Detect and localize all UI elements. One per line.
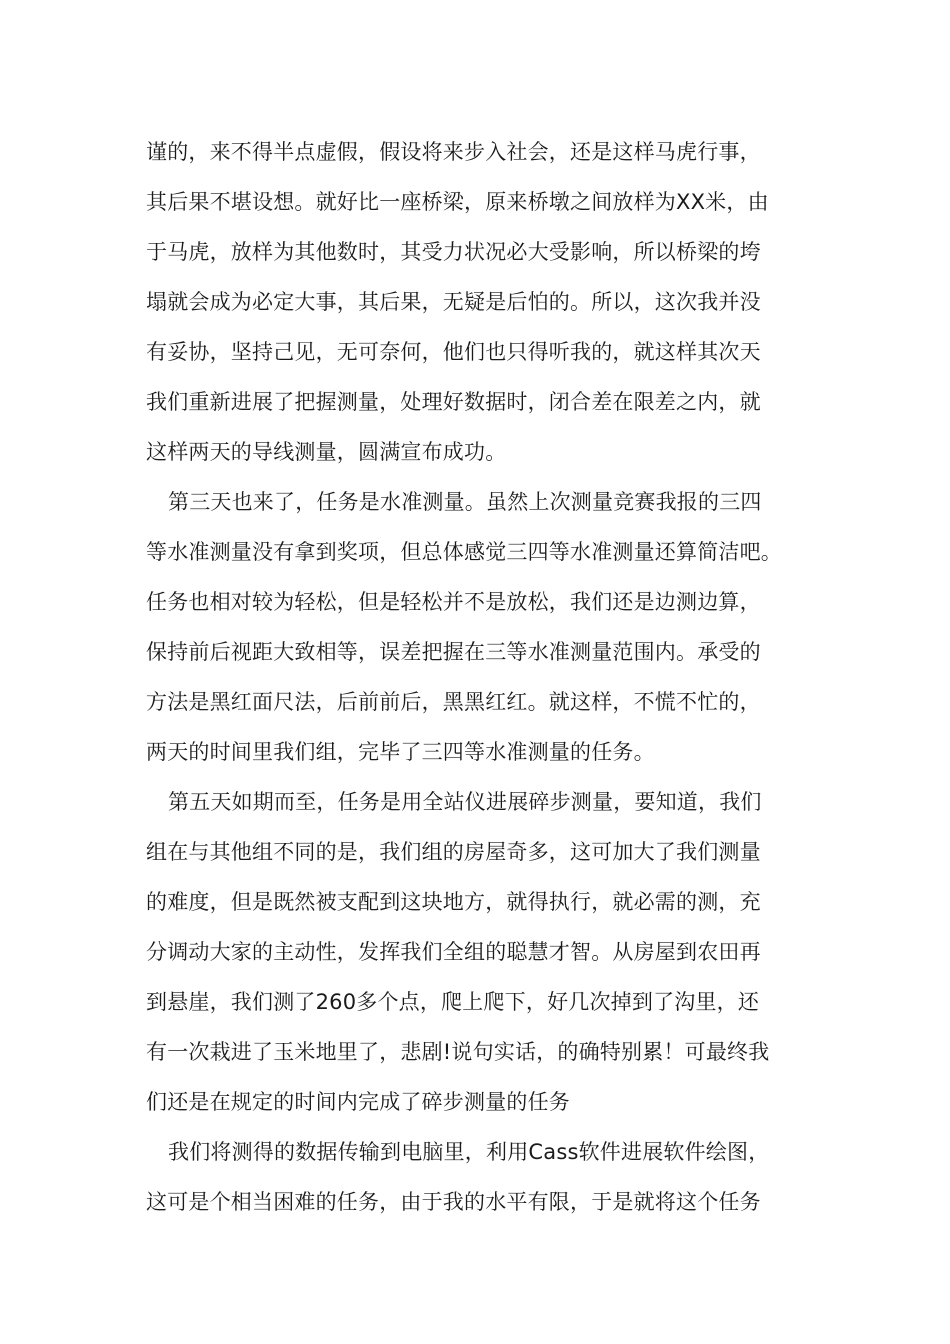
text-line: 这可是个相当困难的任务，由于我的水平有限，于是就将这个任务 [146, 1190, 761, 1214]
text-line: 两天的时间里我们组，完毕了三四等水准测量的任务。 [146, 740, 655, 764]
text-line: 谨的，来不得半点虚假，假设将来步入社会，还是这样马虎行事， [146, 140, 761, 164]
text-line: 其后果不堪设想。就好比一座桥梁，原来桥墩之间放样为XX米，由 [146, 190, 769, 214]
body-text [146, 127, 826, 1227]
text-line: 保持前后视距大致相等，误差把握在三等水准测量范围内。承受的 [146, 640, 761, 664]
text-line: 这样两天的导线测量，圆满宣布成功。 [146, 440, 507, 464]
text-line: 第五天如期而至，任务是用全站仪进展碎步测量，要知道，我们 [168, 790, 762, 814]
text-line: 到悬崖，我们测了260多个点，爬上爬下，好几次掉到了沟里，还 [146, 990, 760, 1014]
text-line: 我们重新进展了把握测量，处理好数据时，闭合差在限差之内，就 [146, 390, 761, 414]
text-line: 们还是在规定的时间内完成了碎步测量的任务 [146, 1090, 570, 1114]
text-line: 我们将测得的数据传输到电脑里，利用Cass软件进展软件绘图， [168, 1140, 770, 1164]
text-line: 塌就会成为必定大事，其后果，无疑是后怕的。所以，这次我并没 [146, 290, 761, 314]
text-line: 第三天也来了，任务是水准测量。虽然上次测量竞赛我报的三四 [168, 490, 762, 514]
text-line: 有一次栽进了玉米地里了，悲剧!说句实话，的确特别累！可最终我 [146, 1040, 770, 1064]
text-line: 组在与其他组不同的是，我们组的房屋奇多，这可加大了我们测量 [146, 840, 761, 864]
text-line: 于马虎，放样为其他数时，其受力状况必大受影响，所以桥梁的垮 [146, 240, 761, 264]
text-line: 分调动大家的主动性，发挥我们全组的聪慧才智。从房屋到农田再 [146, 940, 761, 964]
text-line: 的难度，但是既然被支配到这块地方，就得执行，就必需的测，充 [146, 890, 761, 914]
text-line: 等水准测量没有拿到奖项，但总体感觉三四等水准测量还算简洁吧。 [146, 540, 782, 564]
text-line: 方法是黑红面尺法，后前前后，黑黑红红。就这样，不慌不忙的， [146, 690, 761, 714]
text-line: 任务也相对较为轻松，但是轻松并不是放松，我们还是边测边算， [146, 590, 761, 614]
text-line: 有妥协，坚持己见，无可奈何，他们也只得听我的，就这样其次天 [146, 340, 761, 364]
